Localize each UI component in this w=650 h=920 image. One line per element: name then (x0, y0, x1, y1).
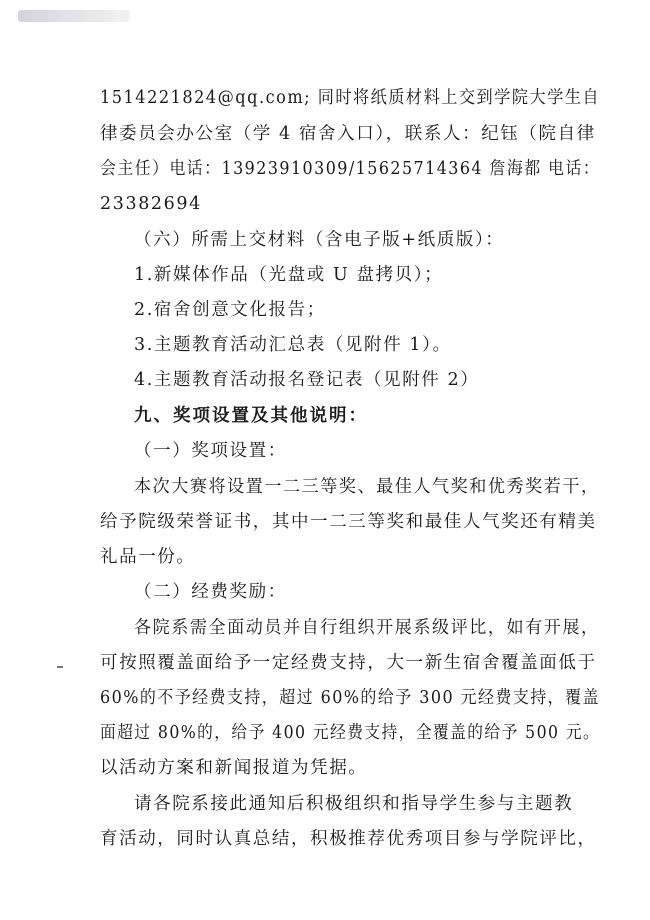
text-line: 面超过 80%的，给予 400 元经费支持，全覆盖的给予 500 元。 (100, 723, 601, 743)
scan-mark (57, 666, 63, 668)
text-line: 以活动方案和新闻报道为凭据。 (100, 758, 368, 778)
text-line: 60%的不予经费支持，超过 60%的给予 300 元经费支持，覆盖 (100, 688, 600, 708)
text-line: 1514221824@qq.com; 同时将纸质材料上交到学院大学生自 (100, 88, 601, 108)
text-line: 礼品一份。 (100, 547, 196, 567)
text-line: 各院系需全面动员并自行组织开展系级评比，如有开展， (134, 618, 600, 638)
list-item: 4.主题教育活动报名登记表（见附件 2） (134, 370, 480, 390)
section-heading: （六）所需上交材料（含电子版+纸质版）： (134, 230, 505, 250)
text-line: 可按照覆盖面给予一定经费支持，大一新生宿舍覆盖面低于 (100, 653, 597, 673)
list-item: 1.新媒体作品（光盘或 U 盘拷贝）； (134, 265, 444, 285)
text-line: 本次大赛将设置一二三等奖、最佳人气奖和优秀奖若干， (134, 477, 600, 497)
subsection-heading: （一）奖项设置： (134, 441, 287, 461)
list-item: 2.宿舍创意文化报告； (134, 300, 326, 320)
scan-smudge (18, 10, 130, 22)
text-line: 会主任）电话：13923910309/15625714364 詹海都 电话： (100, 159, 601, 179)
chapter-heading: 九、奖项设置及其他说明： (134, 406, 368, 426)
list-item: 3.主题教育活动汇总表（见附件 1）。 (134, 335, 452, 355)
subsection-heading: （二）经费奖励： (134, 582, 287, 602)
text-line: 请各院系接此通知后积极组织和指导学生参与主题教 (134, 794, 574, 814)
text-line: 育活动，同时认真总结，积极推荐优秀项目参与学院评比， (100, 829, 597, 849)
text-line: 给予院级荣誉证书，其中一二三等奖和最佳人气奖还有精美 (100, 512, 597, 532)
text-line: 律委员会办公室（学 4 宿舍入口），联系人：纪钰（院自律 (100, 124, 596, 144)
text-line: 23382694 (100, 194, 202, 214)
